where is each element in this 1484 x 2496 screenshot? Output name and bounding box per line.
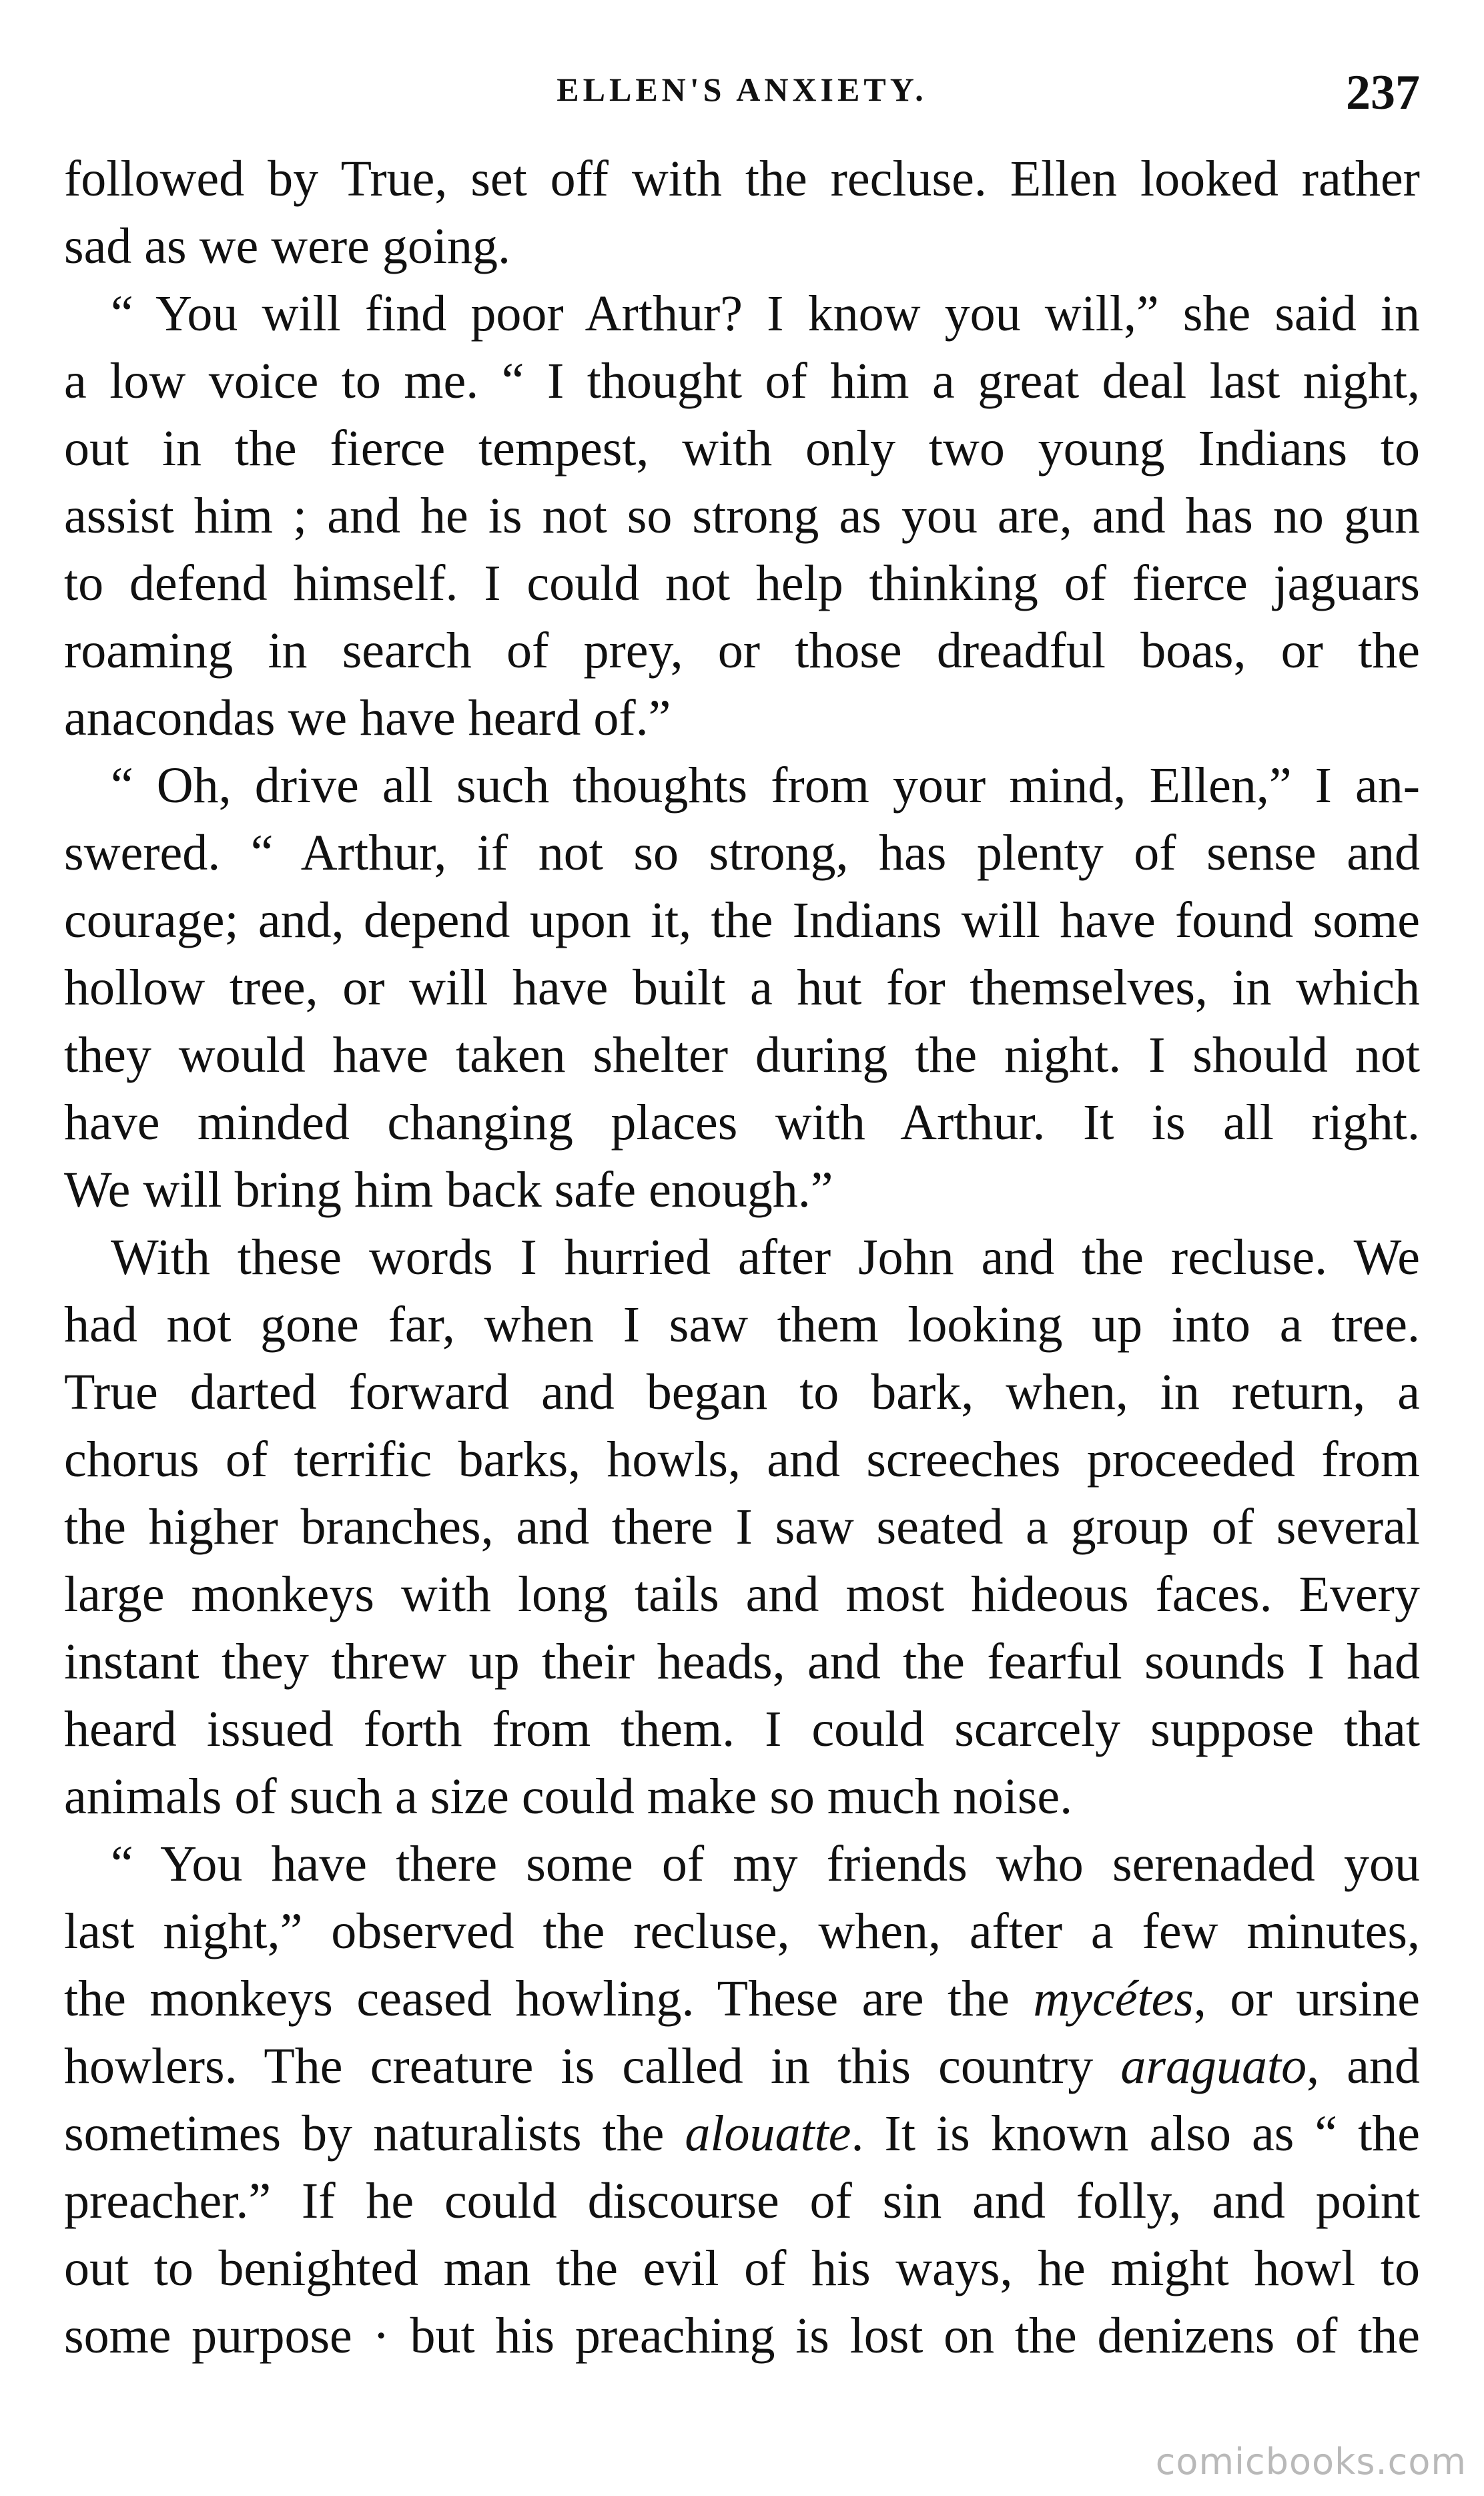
text-line: We will bring him back safe enough.” [64, 1162, 833, 1218]
text-line: heard issued forth from them. I could scarcely suppose that [64, 1701, 1420, 1757]
text-line: a low voice to me. “ I thought of him a great deal last night, [64, 353, 1420, 409]
text-line: courage; and, depend upon it, the Indians will have found some [64, 892, 1420, 948]
text-line: the monkeys ceased howling. These are the mycétes, or ursine [64, 1971, 1420, 2027]
text-line: had not gone far, when I saw them looking up into a tree. [64, 1297, 1420, 1353]
text-line: out to benighted man the evil of his ways, he might howl to [64, 2240, 1420, 2296]
text-line: True darted forward and began to bark, when, in return, a [64, 1364, 1420, 1420]
watermark: comicbooks.com [1155, 2441, 1467, 2483]
text-line: last night,” observed the recluse, when, after a few minutes, [64, 1903, 1420, 1959]
text-line: hollow tree, or will have built a hut for themselves, in which [64, 960, 1420, 1016]
text-line: “ Oh, drive all such thoughts from your mind, Ellen,” I an- [111, 757, 1420, 814]
text-line: animals of such a size could make so much noise. [64, 1769, 1073, 1825]
page-number: 237 [1346, 65, 1420, 120]
text-line: With these words I hurried after John and the recluse. We [111, 1229, 1420, 1285]
text-line: out in the fierce tempest, with only two young Indians to [64, 420, 1420, 477]
text-line: chorus of terrific barks, howls, and screeches proceeded from [64, 1432, 1420, 1488]
text-line: some purpose · but his preaching is lost on the denizens of the [64, 2308, 1420, 2364]
text-line: anacondas we have heard of.” [64, 690, 671, 746]
text-line: instant they threw up their heads, and the fearful sounds I had [64, 1634, 1420, 1690]
text-line: to defend himself. I could not help thinking of fierce jaguars [64, 555, 1420, 611]
text-line: have minded changing places with Arthur. It is all right. [64, 1095, 1420, 1151]
text-line: large monkeys with long tails and most hideous faces. Every [64, 1566, 1420, 1622]
body-text [64, 145, 1420, 2370]
page-header [64, 65, 1420, 130]
text-line: sad as we were going. [64, 218, 511, 274]
text-line: roaming in search of prey, or those dreadful boas, or the [64, 623, 1420, 679]
text-line: assist him ; and he is not so strong as you are, and has no gun [64, 488, 1420, 544]
text-line: preacher.” If he could discourse of sin and folly, and point [64, 2173, 1420, 2229]
text-line: they would have taken shelter during the night. I should not [64, 1027, 1420, 1083]
running-head: ELLEN'S ANXIETY. [556, 71, 928, 108]
text-line: followed by True, set off with the recluse. Ellen looked rather [64, 151, 1420, 207]
text-line: “ You will find poor Arthur? I know you will,” she said in [111, 286, 1420, 342]
text-line: sometimes by naturalists the alouatte. It is known also as “ the [64, 2106, 1420, 2162]
text-line: “ You have there some of my friends who serenaded you [111, 1836, 1420, 1892]
text-line: the higher branches, and there I saw seated a group of several [64, 1499, 1420, 1555]
text-line: swered. “ Arthur, if not so strong, has plenty of sense and [64, 825, 1420, 881]
text-line: howlers. The creature is called in this country araguato, and [64, 2038, 1420, 2094]
